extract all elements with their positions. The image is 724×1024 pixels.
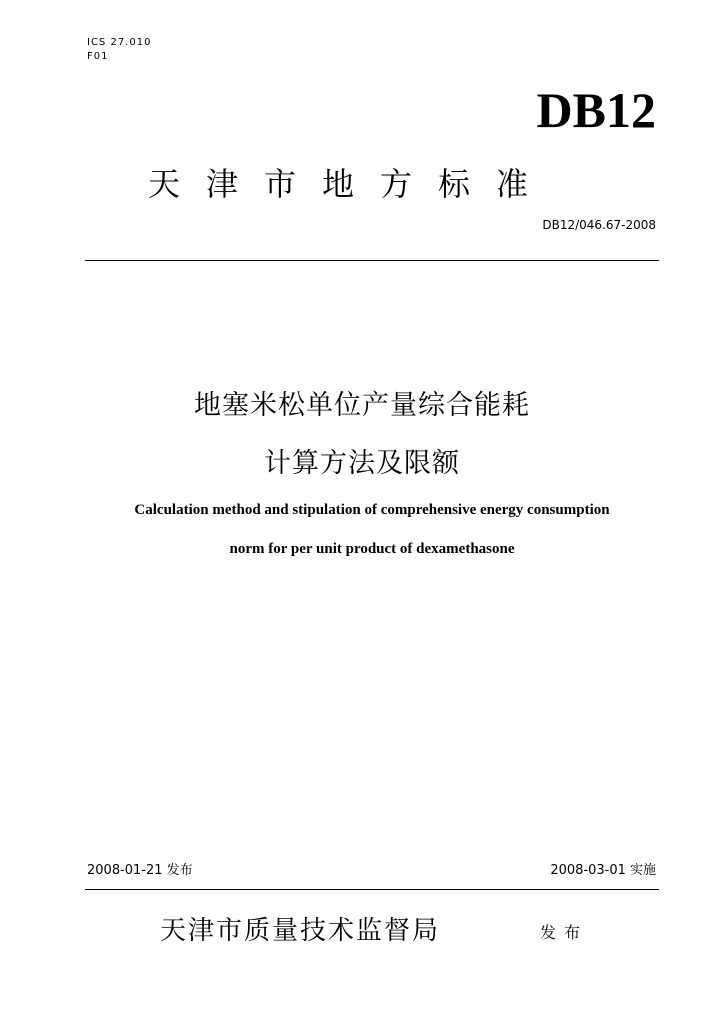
top-divider <box>85 260 659 261</box>
standard-brand: DB12 <box>536 82 656 138</box>
bottom-divider <box>85 889 659 890</box>
title-english-line-1: Calculation method and stipulation of comprehensive energy consumption <box>134 502 610 518</box>
standard-organization: 天津市地方标准 <box>148 165 555 203</box>
issue-date: 2008-01-21 发布 <box>87 863 193 878</box>
standard-number: DB12/046.67-2008 <box>542 218 656 232</box>
title-english-line-2: norm for per unit product of dexamethasone <box>229 541 515 557</box>
implementation-date: 2008-03-01 实施 <box>550 863 656 878</box>
ics-code: ICS 27.010 <box>87 37 152 48</box>
title-chinese-line-1: 地塞米松单位产量综合能耗 <box>194 390 530 421</box>
issuing-authority: 天津市质量技术监督局 <box>160 916 441 946</box>
title-chinese-line-2: 计算方法及限额 <box>264 448 460 479</box>
classification-code: F01 <box>87 51 109 62</box>
publish-label: 发布 <box>540 923 589 942</box>
